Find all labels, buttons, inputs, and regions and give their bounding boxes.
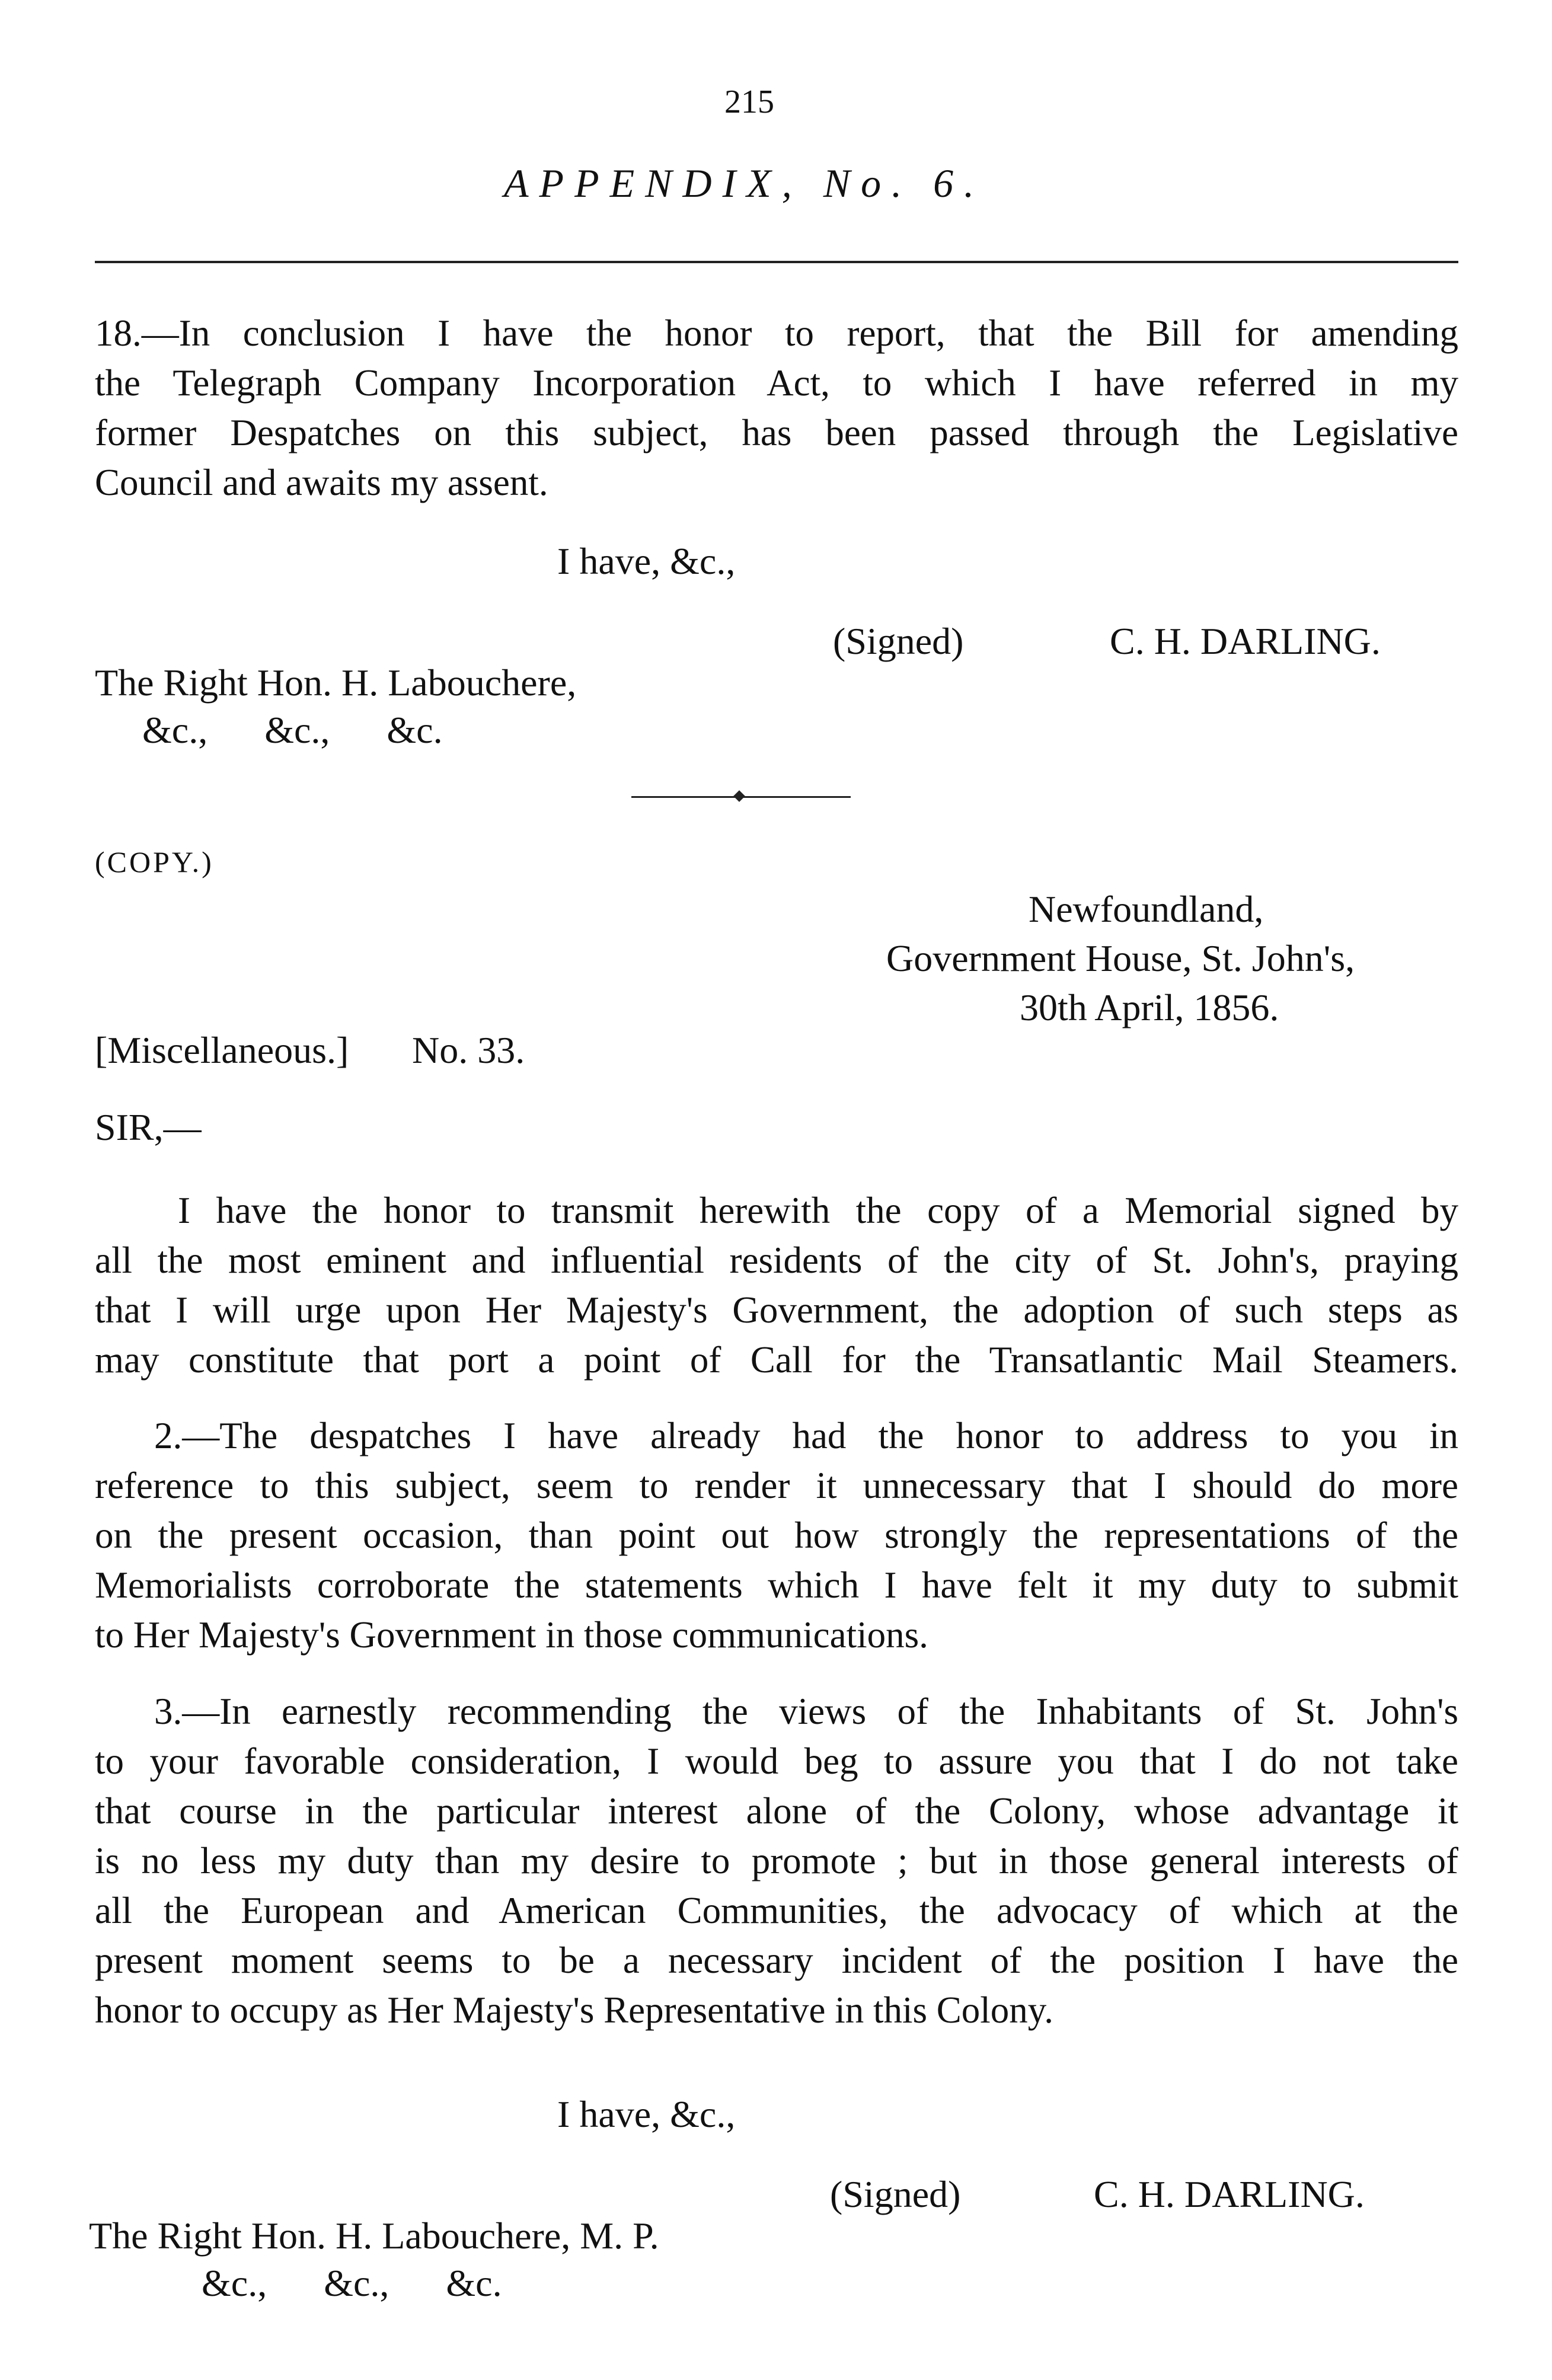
place-line: Newfoundland, <box>1029 888 1264 930</box>
text-line: present moment seems to be a necessary incident of the position I have the <box>95 1940 1458 1981</box>
header-rule <box>95 261 1458 263</box>
address-line: Government House, St. John's, <box>886 937 1355 979</box>
text-line: to your favorable consideration, I would beg to assure you that I do not take <box>95 1740 1458 1782</box>
etc-line: &c., &c., &c. <box>202 2262 502 2304</box>
paragraph-18 <box>95 308 1458 507</box>
date-line: 30th April, 1856. <box>1020 986 1279 1028</box>
text-line: that I will urge upon Her Majesty's Government, the adoption of such steps as <box>95 1289 1458 1331</box>
text-line: Council and awaits my assent. <box>95 462 548 503</box>
closing-formula: I have, &c., <box>557 2093 736 2135</box>
divider-ornament-icon <box>733 790 745 802</box>
text-line: 2.—The despatches I have already had the honor to address to you in <box>154 1415 1458 1456</box>
text-line: that course in the particular interest alone of the Colony, whose advantage it <box>95 1790 1458 1832</box>
signer-name: C. H. DARLING. <box>1094 2173 1365 2215</box>
paragraph-2 <box>95 1411 1458 1660</box>
text-line: all the European and American Communities, the advocacy of which at the <box>95 1890 1458 1931</box>
salutation: SIR,— <box>95 1106 202 1148</box>
text-line: I have the honor to transmit herewith the copy of a Memorial signed by <box>178 1190 1458 1231</box>
page-title: APPENDIX, No. 6. <box>504 161 985 206</box>
addressee: The Right Hon. H. Labouchere, M. P. <box>89 2215 659 2257</box>
signed-label: (Signed) <box>833 620 964 662</box>
text-line: is no less my duty than my desire to promote ; but in those general interests of <box>95 1840 1458 1881</box>
etc-line: &c., &c., &c. <box>142 709 443 751</box>
text-line: on the present occasion, than point out how strongly the representations of the <box>95 1515 1458 1556</box>
text-line: former Despatches on this subject, has been passed through the Legislative <box>95 412 1458 453</box>
text-line: Memorialists corroborate the statements which I have felt it my duty to submit <box>95 1564 1458 1606</box>
text-line: reference to this subject, seem to render it unnecessary that I should do more <box>95 1465 1458 1506</box>
text-line: honor to occupy as Her Majesty's Representative in this Colony. <box>95 1989 1053 2031</box>
page-number: 215 <box>724 84 774 120</box>
paragraph-1 <box>95 1186 1458 1385</box>
signer-name: C. H. DARLING. <box>1110 620 1381 662</box>
text-line: all the most eminent and influential residents of the city of St. John's, praying <box>95 1239 1458 1281</box>
text-line: may constitute that port a point of Call for the Transatlantic Mail Steamers. <box>95 1339 1458 1381</box>
closing-formula: I have, &c., <box>557 540 736 582</box>
signed-label: (Signed) <box>830 2173 961 2215</box>
paragraph-3 <box>95 1686 1458 2035</box>
copy-label: (COPY.) <box>95 845 214 878</box>
text-line: to Her Majesty's Government in those communications. <box>95 1614 928 1656</box>
text-line: the Telegraph Company Incorporation Act, to which I have referred in my <box>95 362 1458 404</box>
text-line: 3.—In earnestly recommending the views of the Inhabitants of St. John's <box>154 1691 1458 1732</box>
text-line: 18.—In conclusion I have the honor to report, that the Bill for amending <box>95 312 1458 354</box>
addressee: The Right Hon. H. Labouchere, <box>95 662 577 704</box>
category-label: [Miscellaneous.] <box>95 1029 349 1071</box>
despatch-number: No. 33. <box>412 1029 525 1071</box>
